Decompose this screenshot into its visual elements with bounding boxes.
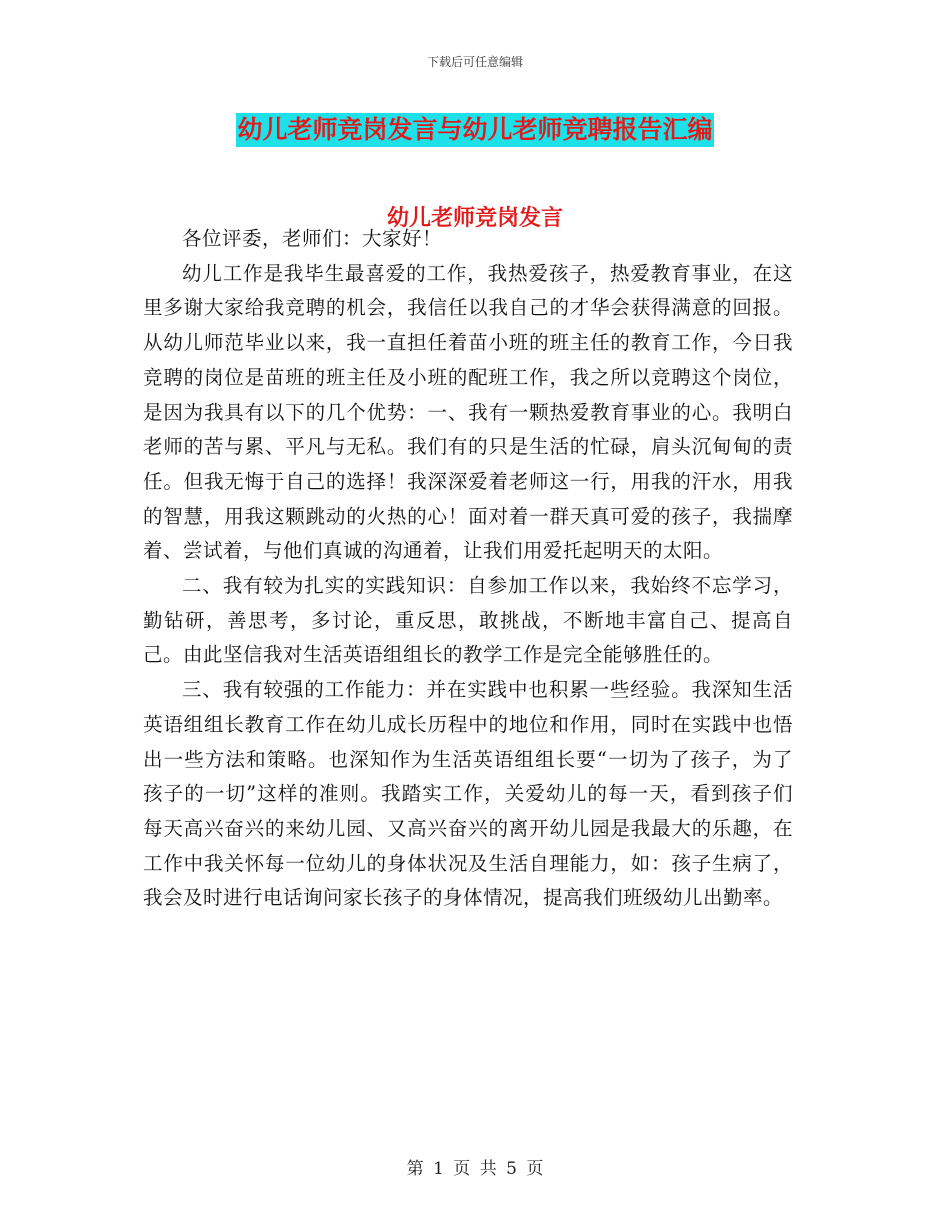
page-footer: 第 1 页 共 5 页 [406,1159,544,1179]
paragraph-greeting: 各位评委，老师们：大家好！ [182,227,443,250]
paragraph-point-two: 二、我有较为扎实的实践知识：自参加工作以来，我始终不忘学习，勤钻研，善思考，多讨论，重反思，敢挑战，不断地丰富自己、提高自己。由此坚信我对生活英语组组长的教学工作是完全能够胜任的。 [143,574,793,667]
page-header-note: 下载后可任意编辑 [426,55,523,69]
paragraph-point-three: 三、我有较强的工作能力：并在实践中也积累一些经验。我深知生活英语组组长教育工作在幼儿成长历程中的地位和作用，同时在实践中也悟出一些方法和策略。也深知作为生活英语组组长要“一切为了孩子，为了孩子的一切”这样的准则。我踏实工作，关爱幼儿的每一天，看到孩子们每天高兴奋兴的来幼儿园、又高兴奋兴的离开幼儿园是我最大的乐趣，在工作中我关怀每一位幼儿的身体状况及生活自理能力，如：孩子生病了，我会及时进行电话询问家长孩子的身体情况，提高我们班级幼儿出勤率。 [143,678,793,910]
document-title-container [0,113,950,147]
paragraph-intro: 幼儿工作是我毕生最喜爱的工作，我热爱孩子，热爱教育事业，在这里多谢大家给我竞聘的机会，我信任以我自己的才华会获得满意的回报。从幼儿师范毕业以来，我一直担任着苗小班的班主任的教育工作，今日我竞聘的岗位是苗班的班主任及小班的配班工作，我之所以竞聘这个岗位，是因为我具有以下的几个优势：一、我有一颗热爱教育事业的心。我明白老师的苦与累、平凡与无私。我们有的只是生活的忙碌，肩头沉甸甸的责任。但我无悔于自己的选择！我深深爱着老师这一行，用我的汗水，用我的智慧，用我这颗跳动的火热的心！面对着一群天真可爱的孩子，我揣摩着、尝试着，与他们真诚的沟通着，让我们用爱托起明天的太阳。 [143,261,793,563]
section-title: 幼儿老师竞岗发言 [386,206,563,231]
document-title: 幼儿老师竞岗发言与幼儿老师竞聘报告汇编 [236,113,713,147]
body-text [143,222,793,916]
